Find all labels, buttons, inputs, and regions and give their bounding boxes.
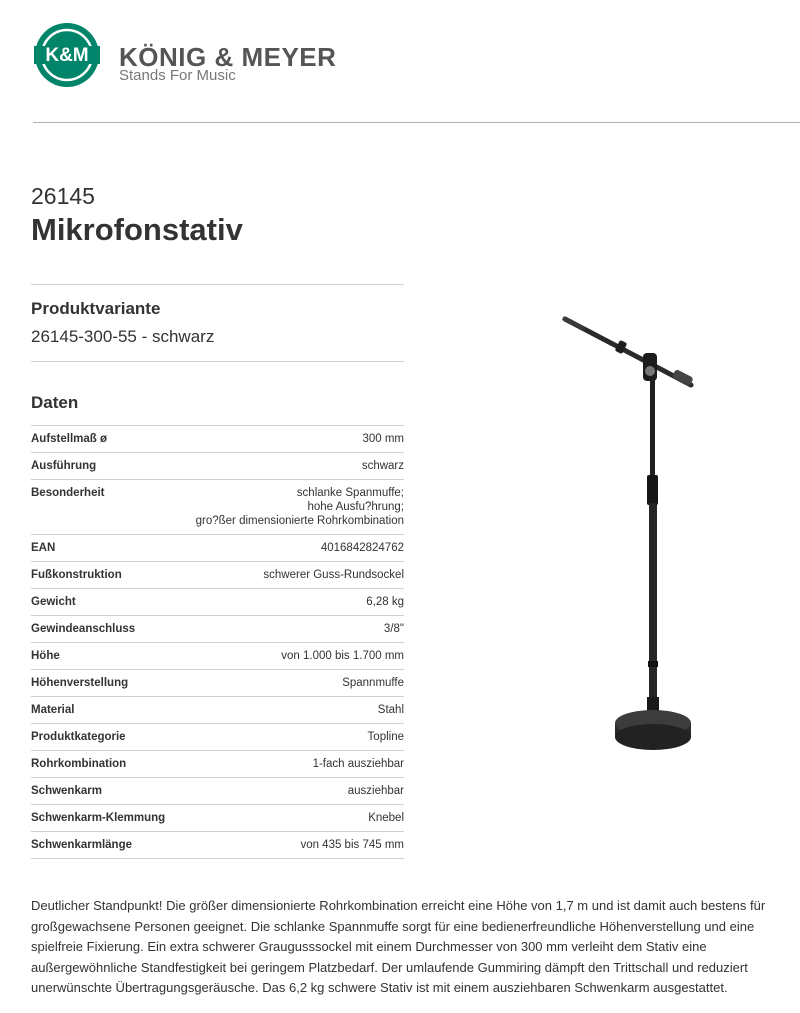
row-value-line: 300 mm [362, 433, 404, 445]
table-row [31, 425, 404, 452]
table-row [31, 615, 404, 642]
row-label: Höhe [31, 650, 60, 662]
row-value-line: 1-fach ausziehbar [312, 758, 404, 770]
variant-value: 26145-300-55 - schwarz [31, 327, 215, 346]
row-value [313, 757, 404, 771]
row-value [368, 730, 404, 744]
row-value [196, 486, 404, 528]
table-row [31, 723, 404, 750]
row-label: Rohrkombination [31, 758, 127, 770]
header [0, 0, 800, 122]
row-label: Schwenkarm-Klemmung [31, 812, 166, 824]
variant-title: Produktvariante [31, 299, 161, 318]
divider [31, 361, 404, 362]
row-value-line: schwarz [361, 460, 404, 472]
table-row [31, 479, 404, 534]
row-value-line: Topline [367, 731, 404, 743]
row-value-line: Knebel [368, 812, 404, 824]
table-row [31, 750, 404, 777]
row-value [281, 649, 404, 663]
data-table [31, 425, 404, 859]
row-label: EAN [31, 542, 56, 554]
table-row [31, 588, 404, 615]
row-label: Fußkonstruktion [31, 569, 122, 581]
product-number: 26145 [31, 183, 95, 209]
data-title: Daten [31, 393, 79, 412]
row-value-line: ausziehbar [347, 785, 404, 797]
brand-name: KÖNIG & MEYER [119, 42, 337, 72]
row-value-line: 4016842824762 [320, 542, 404, 554]
row-value [368, 811, 404, 825]
row-label: Schwenkarmlänge [31, 839, 132, 851]
row-value-line: von 1.000 bis 1.700 mm [281, 650, 404, 662]
header-divider [33, 122, 800, 123]
logo-text: K&M [45, 45, 89, 66]
row-label: Gewindeanschluss [31, 623, 136, 635]
table-row [31, 561, 404, 588]
table-row [31, 669, 404, 696]
brand-tagline: Stands For Music [119, 67, 236, 84]
row-label: Schwenkarm [31, 785, 102, 797]
divider [31, 284, 404, 285]
row-value [300, 838, 404, 852]
row-value [384, 622, 404, 636]
row-value-line: 3/8" [383, 623, 404, 635]
table-row [31, 831, 404, 859]
row-value [348, 784, 404, 798]
row-label: Produktkategorie [31, 731, 126, 743]
page-title: Mikrofonstativ [31, 212, 243, 247]
microphone-stand-image [555, 305, 705, 765]
table-row [31, 452, 404, 479]
km-logo-icon[interactable] [34, 22, 100, 88]
product-description: Deutlicher Standpunkt! Die größer dimensionierte Rohrkombination erreicht eine Höhe von 1,7 m und ist damit auch bestens für großgewachsene Personen geeignet. Die schlanke Spannmuffe sorgt für eine bedienerfreundliche Höhenverstellung und eine spielfreie Fixierung. Ein extra schwerer Graugusssockel mit einem Durchmesser von 300 mm verleiht dem Stativ eine außergewöhnliche Standfestigkeit bei geringem Platzbedarf. Der umlaufende Gummiring dämpft den Trittschall und reduziert unerwünschte Übertragungsgeräusche. Das 6,2 kg schwere Stativ ist mit einem ausziehbaren Schwenkarm ausgestattet. [31, 898, 766, 995]
table-row [31, 642, 404, 669]
row-value [366, 595, 404, 609]
row-label: Besonderheit [31, 487, 105, 499]
row-label: Aufstellmaß ø [31, 433, 108, 445]
row-value [362, 459, 404, 473]
row-label: Ausführung [31, 460, 97, 472]
row-value [321, 541, 404, 555]
row-label: Gewicht [31, 596, 76, 608]
row-value [378, 703, 404, 717]
row-value-line: Spannmuffe [342, 677, 404, 689]
row-value [263, 568, 404, 582]
row-label: Höhenverstellung [31, 677, 129, 689]
table-row [31, 534, 404, 561]
table-row [31, 804, 404, 831]
row-value [342, 676, 404, 690]
row-value-line: von 435 bis 745 mm [300, 839, 404, 851]
row-value [362, 432, 404, 446]
table-row [31, 696, 404, 723]
row-value-line: Stahl [377, 704, 404, 716]
row-value-line: schlanke Spanmuffe; [296, 487, 404, 499]
row-value-line: 6,28 kg [366, 596, 404, 608]
row-value-line: gro?ßer dimensionierte Rohrkombination [195, 515, 404, 527]
table-row [31, 777, 404, 804]
row-value-line: schwerer Guss-Rundsockel [263, 569, 404, 581]
row-label: Material [31, 704, 75, 716]
row-value-line: hohe Ausfu?hrung; [307, 501, 404, 513]
